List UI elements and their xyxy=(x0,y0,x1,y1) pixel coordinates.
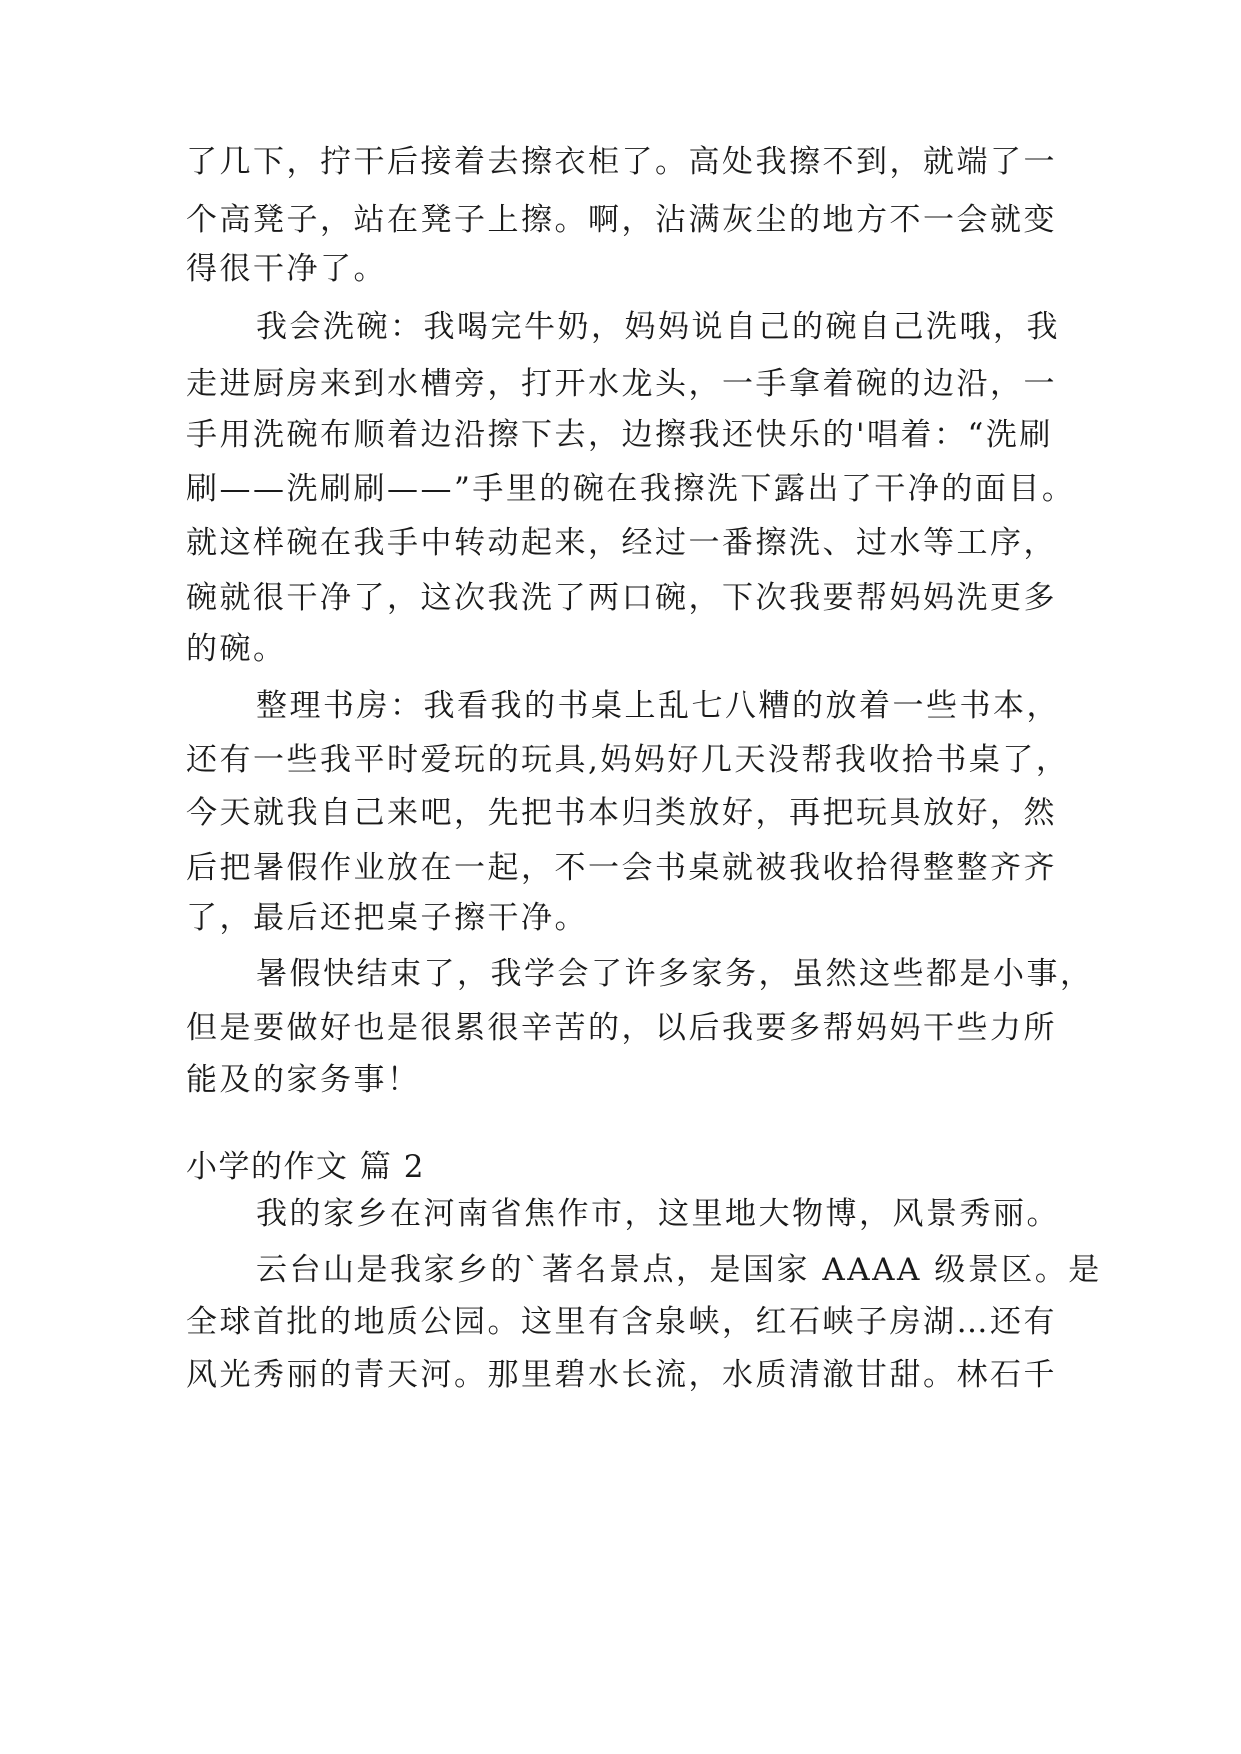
text-line: 走进厨房来到水槽旁，打开水龙头，一手拿着碗的边沿，一 xyxy=(186,366,1057,402)
text-line: 手用洗碗布顺着边沿擦下去，边擦我还快乐的'唱着：“洗刷 xyxy=(186,417,1053,453)
text-line: 今天就我自己来吧，先把书本归类放好，再把玩具放好，然 xyxy=(186,795,1057,831)
text-line: 得很干净了。 xyxy=(186,251,387,287)
paragraph-first-line: 暑假快结束了，我学会了许多家务，虽然这些都是小事， xyxy=(256,956,1094,992)
text-line: 了，最后还把桌子擦干净。 xyxy=(186,900,588,936)
text-line: 的碗。 xyxy=(186,631,287,667)
paragraph-first-line: 云台山是我家乡的`著名景点，是国家 AAAA 级景区。是 xyxy=(256,1252,1102,1288)
paragraph-first-line: 我的家乡在河南省焦作市，这里地大物博，风景秀丽。 xyxy=(256,1196,1060,1232)
text-line: 但是要做好也是很累很辛苦的，以后我要多帮妈妈干些力所 xyxy=(186,1010,1057,1046)
text-line: 就这样碗在我手中转动起来，经过一番擦洗、过水等工序， xyxy=(186,525,1057,561)
text-line: 还有一些我平时爱玩的玩具,妈妈好几天没帮我收拾书桌了， xyxy=(186,742,1070,778)
text-line: 能及的家务事！ xyxy=(186,1062,421,1098)
section-heading: 小学的作文 篇 2 xyxy=(186,1149,425,1185)
text-line: 全球首批的地质公园。这里有含泉峡，红石峡子房湖…还有 xyxy=(186,1304,1057,1340)
text-line: 碗就很干净了，这次我洗了两口碗，下次我要帮妈妈洗更多 xyxy=(186,580,1057,616)
text-line: 了几下，拧干后接着去擦衣柜了。高处我擦不到，就端了一 xyxy=(186,144,1057,180)
text-line: 后把暑假作业放在一起，不一会书桌就被我收拾得整整齐齐 xyxy=(186,850,1057,886)
text-line: 个高凳子，站在凳子上擦。啊，沾满灰尘的地方不一会就变 xyxy=(186,202,1057,238)
paragraph-first-line: 整理书房：我看我的书桌上乱七八糟的放着一些书本， xyxy=(256,688,1060,724)
paragraph-first-line: 我会洗碗：我喝完牛奶，妈妈说自己的碗自己洗哦，我 xyxy=(256,309,1060,345)
text-line: 风光秀丽的青天河。那里碧水长流，水质清澈甘甜。林石千 xyxy=(186,1357,1057,1393)
text-line: 刷——洗刷刷——”手里的碗在我擦洗下露出了干净的面目。 xyxy=(186,471,1076,507)
